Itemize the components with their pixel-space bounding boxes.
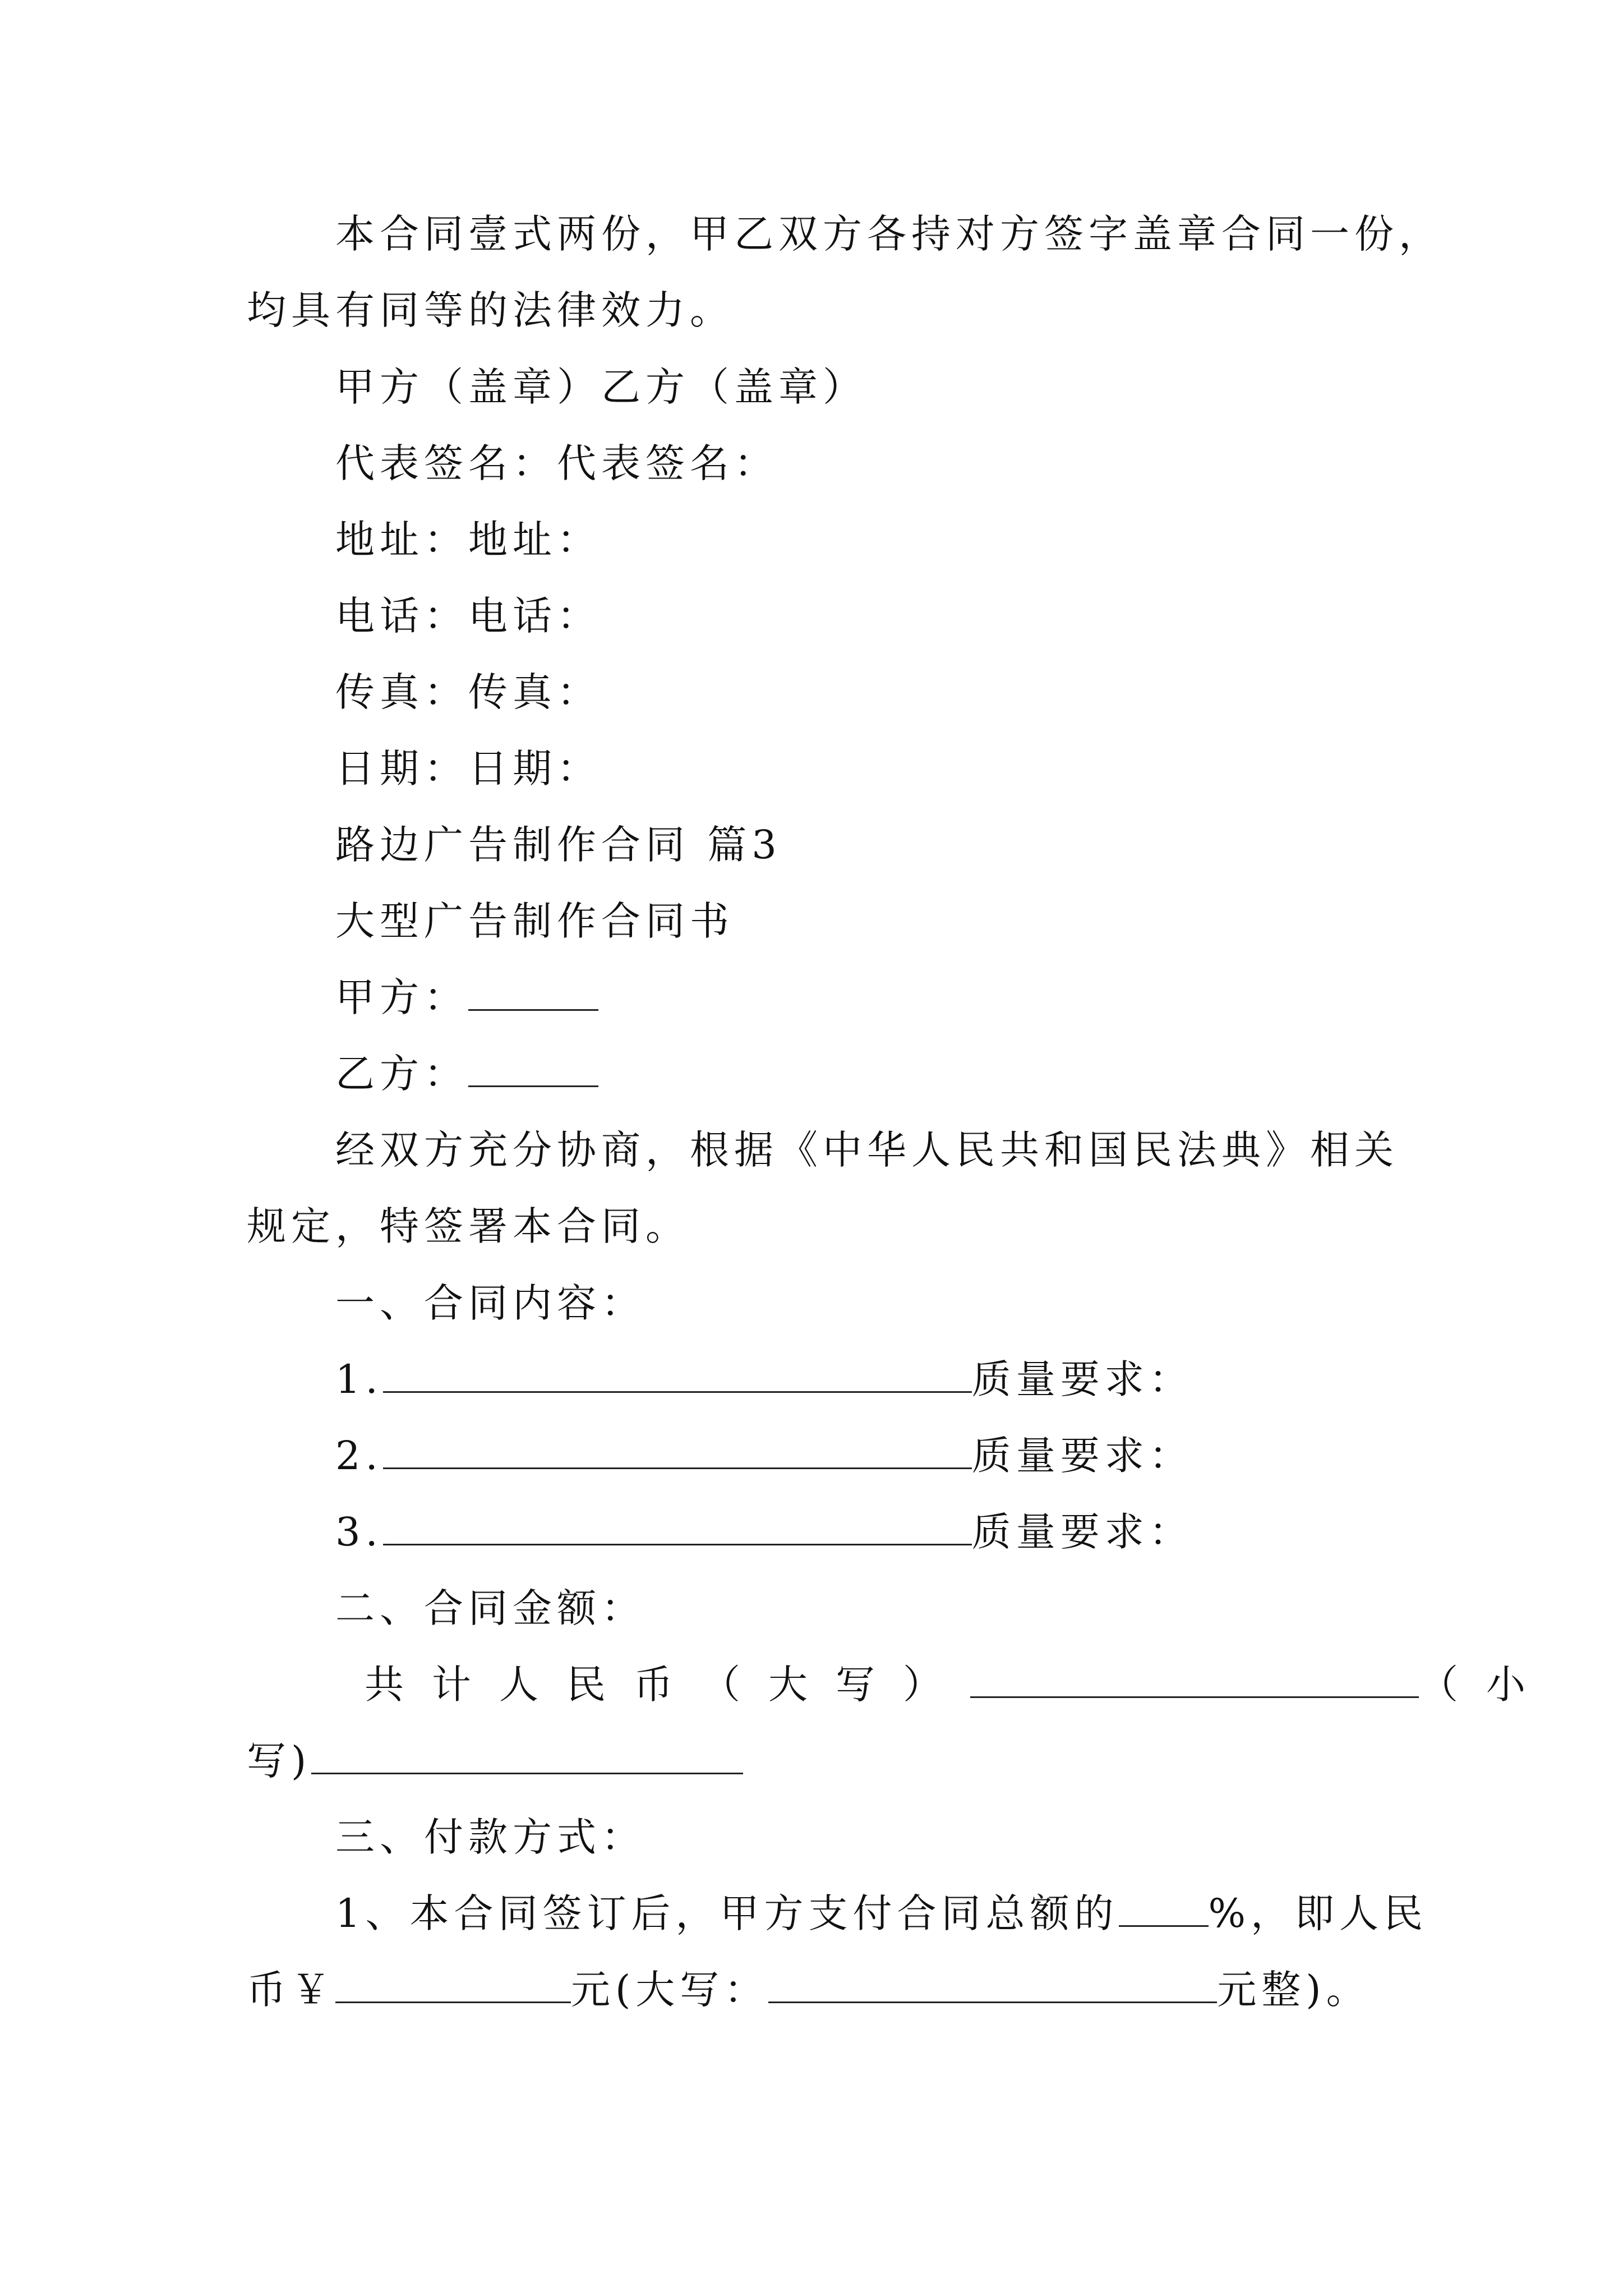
signature-address: 地址：地址： — [335, 517, 601, 563]
party-a-blank — [468, 973, 598, 1011]
content-item-2 — [335, 1430, 1193, 1481]
payment-percent-text: %，即人民 — [1208, 1890, 1428, 1936]
payment-end-text: 元整)。 — [1217, 1967, 1371, 2013]
signature-representative: 代表签名：代表签名： — [335, 440, 778, 486]
content-item-blank — [383, 1508, 972, 1545]
section1-heading: 一、合同内容： — [335, 1280, 645, 1326]
amount-small-close: 写) — [247, 1738, 312, 1784]
payment-clause-1-line-2 — [247, 1964, 1371, 2015]
section2-heading: 二、合同金额： — [335, 1585, 645, 1631]
section-heading: 路边广告制作合同 篇3 — [335, 822, 782, 868]
content-item-3 — [335, 1507, 1193, 1557]
amount-uppercase-blank — [970, 1660, 1419, 1698]
payment-currency-label: 币￥ — [247, 1967, 335, 2013]
party-a-line — [335, 972, 598, 1023]
content-item-number: 2. — [335, 1433, 383, 1479]
amount-small-line — [247, 1736, 743, 1786]
amount-lowercase-blank — [311, 1737, 743, 1774]
content-item-blank — [383, 1355, 972, 1393]
content-item-number: 3. — [335, 1509, 383, 1555]
party-b-blank — [468, 1050, 598, 1087]
content-item-blank — [383, 1432, 972, 1469]
section3-heading: 三、付款方式： — [335, 1814, 645, 1860]
contract-title: 大型广告制作合同书 — [335, 898, 734, 944]
content-item-label: 质量要求： — [971, 1509, 1193, 1555]
closing-line-1: 本合同壹式两份，甲乙双方各持对方签字盖章合同一份， — [335, 211, 1443, 257]
amount-total-prefix: 共计人民币（大写） — [365, 1662, 970, 1708]
content-item-label: 质量要求： — [971, 1433, 1193, 1479]
content-item-number: 1. — [335, 1356, 383, 1402]
signature-parties: 甲方（盖章）乙方（盖章） — [335, 364, 867, 410]
signature-fax: 传真：传真： — [335, 669, 601, 715]
party-b-label: 乙方： — [335, 1051, 468, 1097]
party-b-line — [335, 1048, 598, 1099]
preamble-line-1: 经双方充分协商，根据《中华人民共和国民法典》相关 — [335, 1127, 1399, 1173]
payment-clause-1-line-1 — [335, 1888, 1428, 1939]
signature-phone: 电话：电话： — [335, 593, 601, 639]
amount-small-open: （小 — [1419, 1662, 1553, 1708]
payment-amount-blank — [335, 1966, 571, 2003]
payment-clause-1-text: 1、本合同签订后，甲方支付合同总额的 — [335, 1890, 1119, 1936]
content-item-1 — [335, 1354, 1193, 1405]
party-a-label: 甲方： — [335, 974, 468, 1020]
closing-line-2: 均具有同等的法律效力。 — [247, 287, 734, 333]
payment-unit-text: 元(大写： — [571, 1967, 769, 2013]
content-item-label: 质量要求： — [971, 1356, 1193, 1402]
payment-uppercase-blank — [768, 1966, 1217, 2003]
preamble-line-2: 规定，特签署本合同。 — [247, 1203, 690, 1249]
payment-percent-blank — [1119, 1889, 1209, 1927]
amount-total-line — [365, 1659, 1553, 1710]
signature-date: 日期：日期： — [335, 746, 601, 792]
